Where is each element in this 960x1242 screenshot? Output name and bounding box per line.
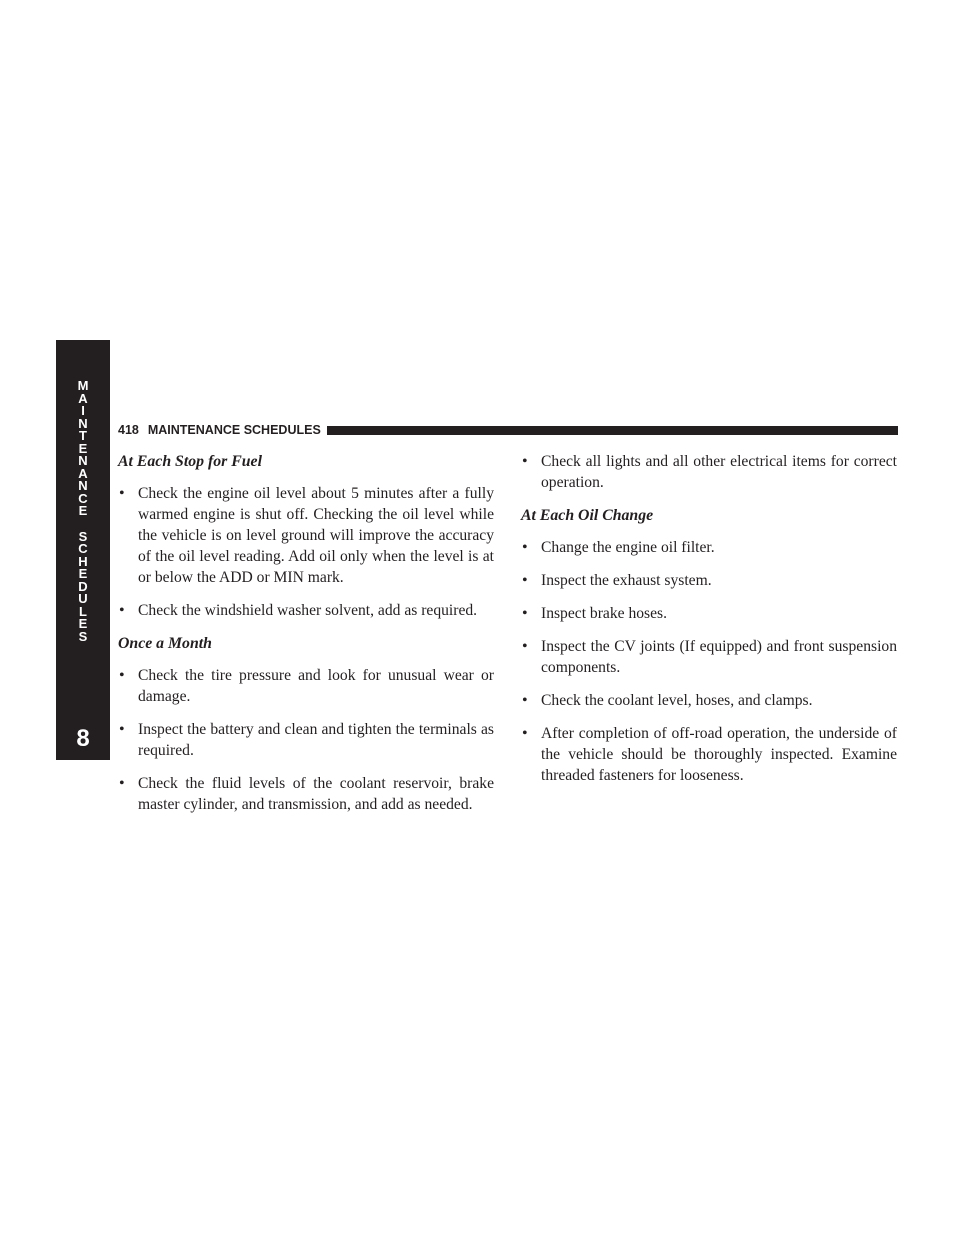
side-letter: A <box>78 390 88 406</box>
bullet-icon: • <box>119 602 125 619</box>
list-item <box>118 719 494 761</box>
list-item-text: After completion of off-road operation, the underside of the vehicle should be thoroughly inspected. Examine threaded fasteners for looseness. <box>541 725 897 784</box>
list-item <box>118 483 494 588</box>
list-item-text: Check the engine oil level about 5 minutes after a fully warmed engine is shut off. Checking the oil level while the vehicle is on level ground will improve the accuracy of the oil level reading. Add oil only when the level is at or below the ADD or MIN mark. <box>138 485 494 586</box>
list-item <box>118 665 494 707</box>
list-item <box>118 773 494 815</box>
left-column <box>118 451 494 827</box>
section-heading-oil-change: At Each Oil Change <box>521 507 654 524</box>
list-item <box>521 723 897 786</box>
side-letter: E <box>78 616 88 631</box>
side-letter: C <box>78 490 88 506</box>
side-letter: E <box>78 566 88 581</box>
list-item-text: Check the coolant level, hoses, and clamps. <box>541 692 813 709</box>
bullet-icon: • <box>522 638 528 655</box>
list-item-text: Inspect the exhaust system. <box>541 572 712 589</box>
bullet-icon: • <box>522 725 528 742</box>
bullet-icon: • <box>522 572 528 589</box>
side-letter: A <box>78 465 88 481</box>
list-item <box>118 600 494 621</box>
chapter-number: 8 <box>76 725 90 752</box>
bullet-icon: • <box>522 539 528 556</box>
header-title: MAINTENANCE SCHEDULES <box>147 423 321 437</box>
side-letter: E <box>78 503 88 518</box>
list-item-text: Check the tire pressure and look for unusual wear or damage. <box>138 667 494 705</box>
list-item-text: Inspect the battery and clean and tighten the terminals as required. <box>138 721 494 759</box>
side-letter: N <box>78 415 88 431</box>
side-letter: M <box>77 378 89 393</box>
fuel-stop-list <box>118 483 494 621</box>
page-header <box>118 422 898 438</box>
list-item-text: Change the engine oil filter. <box>541 539 715 556</box>
side-letter: E <box>78 440 88 456</box>
side-letter: S <box>78 628 88 644</box>
section-heading-once-a-month: Once a Month <box>118 635 212 652</box>
bullet-icon: • <box>119 667 125 684</box>
list-item <box>521 451 897 493</box>
list-item-text: Check the windshield washer solvent, add as required. <box>138 602 478 619</box>
list-item <box>521 537 897 558</box>
side-letter: N <box>78 478 88 493</box>
bullet-icon: • <box>119 485 125 502</box>
bullet-icon: • <box>119 721 125 738</box>
chapter-side-tab <box>56 340 110 760</box>
list-item <box>521 603 897 624</box>
bullet-icon: • <box>522 692 528 709</box>
page-number: 418 <box>118 423 139 437</box>
once-a-month-list <box>118 665 494 815</box>
bullet-icon: • <box>522 453 528 470</box>
header-rule <box>327 426 898 435</box>
bullet-icon: • <box>119 775 125 792</box>
side-letter: C <box>78 541 88 556</box>
side-letter: N <box>78 453 88 468</box>
chapter-side-title <box>56 380 110 643</box>
right-column <box>521 451 897 798</box>
side-letter: U <box>78 591 88 606</box>
list-item-text: Check the fluid levels of the coolant reservoir, brake master cylinder, and transmission, and add as needed. <box>138 775 494 813</box>
side-letter: H <box>78 553 88 569</box>
section-heading-fuel-stop: At Each Stop for Fuel <box>118 453 262 470</box>
side-letter: D <box>78 578 88 594</box>
side-letter: S <box>78 528 88 544</box>
side-letter: T <box>79 428 87 443</box>
side-letter: I <box>81 403 85 418</box>
list-item-text: Inspect the CV joints (If equipped) and front suspension components. <box>541 638 897 676</box>
list-item-text: Inspect brake hoses. <box>541 605 668 622</box>
bullet-icon: • <box>522 605 528 622</box>
list-item <box>521 636 897 678</box>
once-a-month-list-continued <box>521 451 897 493</box>
oil-change-list <box>521 537 897 786</box>
list-item-text: Check all lights and all other electrical items for correct operation. <box>541 453 897 491</box>
list-item <box>521 690 897 711</box>
side-letter: L <box>79 603 87 619</box>
list-item <box>521 570 897 591</box>
